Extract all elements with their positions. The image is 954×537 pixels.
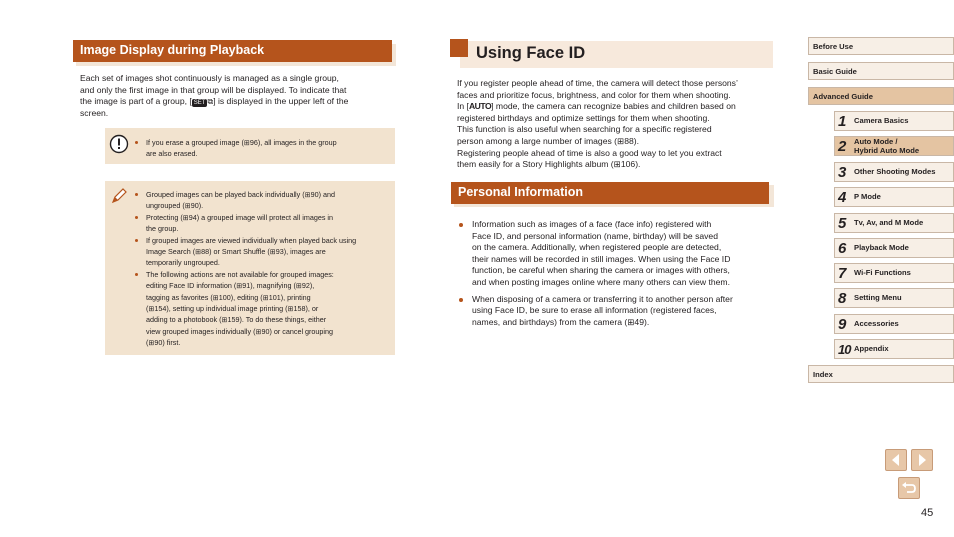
intro-line: them easily for a Story Highlights album (⊞106). — [457, 159, 641, 170]
chapter-number: 8 — [838, 290, 847, 307]
caution-item: If you erase a grouped image (⊞96), all images in the group are also erased. — [135, 137, 390, 160]
triangle-right-icon — [912, 450, 932, 470]
nav-chapter-5[interactable] — [834, 213, 954, 233]
intro-line: This function is also useful when searching for a specific registered — [457, 124, 712, 135]
chapter-number: 6 — [838, 240, 847, 257]
nav-chapter-1[interactable] — [834, 111, 954, 131]
page-number: 45 — [921, 507, 934, 519]
intro-paragraph — [80, 73, 400, 119]
chapter-label: Wi-Fi Functions — [854, 268, 911, 277]
intro-line: registered birthdays and optimize settings for them when shooting. — [457, 112, 710, 123]
personal-info-list — [458, 219, 778, 333]
chapter-number: 7 — [838, 265, 847, 282]
return-button[interactable] — [898, 477, 920, 499]
notes-box — [105, 181, 395, 355]
section-title-image-display: Image Display during Playback — [73, 40, 392, 62]
note-item: If grouped images are viewed individually when played back using Image Search (⊞88) or Smart Shuffle (⊞93), images are temporarily ungrouped. — [135, 235, 393, 269]
chapter-number: 2 — [838, 138, 847, 155]
nav-basic-guide[interactable]: Basic Guide — [808, 62, 954, 80]
intro-line: and only the first image in that group will be displayed. To indicate that — [80, 84, 347, 95]
list-item: When disposing of a camera or transferring it to another person after using Face ID, be sure to erase all information (registered faces, names, and birthdays) from the camera (⊞49). — [458, 294, 778, 329]
note-item: Grouped images can be played back individually (⊞90) and ungrouped (⊞90). — [135, 189, 393, 212]
list-item: Information such as images of a face (face info) registered with Face ID, and personal information (name, birthday) will be saved on the camera. Additionally, when registered people are detected, their names will be recorded in still images. When using the Face ID function, be careful when sharing the camera or images with others, and when posting images online where many others can view them. — [458, 219, 778, 289]
intro-line: In [AUTO] mode, the camera can recognize babies and children based on — [457, 101, 736, 112]
intro-line: faces and prioritize focus, brightness, and color for them when shooting. — [457, 89, 731, 100]
triangle-left-icon — [886, 450, 906, 470]
chapter-label: Other Shooting Modes — [854, 167, 936, 176]
chapter-label: Accessories — [854, 319, 899, 328]
next-page-button[interactable] — [911, 449, 933, 471]
chapter-number: 5 — [838, 215, 847, 232]
auto-mode-icon: AUTO — [468, 101, 492, 112]
pencil-icon — [109, 186, 129, 206]
nav-chapter-6[interactable] — [834, 238, 954, 258]
nav-advanced-guide[interactable]: Advanced Guide — [808, 87, 954, 105]
nav-chapter-2[interactable] — [834, 136, 954, 156]
nav-chapter-9[interactable] — [834, 314, 954, 334]
chapter-number: 10 — [838, 342, 851, 357]
nav-chapter-7[interactable] — [834, 263, 954, 283]
chapter-number: 1 — [838, 113, 847, 130]
chapter-label: Auto Mode / Hybrid Auto Mode — [854, 137, 920, 155]
intro-line: screen. — [80, 107, 109, 118]
chapter-label: P Mode — [854, 192, 881, 201]
chapter-number: 9 — [838, 316, 847, 333]
chapter-label: Tv, Av, and M Mode — [854, 218, 924, 227]
nav-index[interactable]: Index — [808, 365, 954, 383]
chapter-label: Appendix — [854, 344, 889, 353]
face-id-intro — [457, 78, 777, 171]
intro-line: person among a large number of images (⊞88). — [457, 135, 640, 146]
nav-before-use[interactable]: Before Use — [808, 37, 954, 55]
chapter-label: Setting Menu — [854, 293, 902, 302]
intro-line: Registering people ahead of time is also a good way to let you extract — [457, 147, 722, 158]
caution-icon — [109, 134, 129, 154]
intro-line: Each set of images shot continuously is managed as a single group, — [80, 73, 339, 83]
chapter-label: Playback Mode — [854, 243, 909, 252]
chapter-number: 4 — [838, 189, 847, 206]
set-group-icon: SET — [193, 100, 206, 107]
note-item: The following actions are not available for grouped images: editing Face ID information (⊞91), magnifying (⊞92), tagging as favorites (⊞100), editing (⊞101), printing (⊞154), setting up individual image printing (⊞158), or adding to a photobook (⊞159). To do these things, either view grouped images individually (⊞90) or cancel grouping (⊞90) first. — [135, 269, 393, 349]
intro-line: If you register people ahead of time, the camera will detect those persons’ — [457, 78, 738, 88]
nav-chapter-4[interactable] — [834, 187, 954, 207]
prev-page-button[interactable] — [885, 449, 907, 471]
note-item: Protecting (⊞94) a grouped image will protect all images in the group. — [135, 212, 393, 235]
chapter-number: 3 — [838, 164, 847, 181]
intro-line: the image is part of a group, [ SET ⧉] is displayed in the upper left of the — [80, 96, 349, 107]
page-title-marker — [450, 39, 468, 57]
nav-chapter-3[interactable] — [834, 162, 954, 182]
caution-box — [105, 128, 395, 164]
chapter-label: Camera Basics — [854, 116, 909, 125]
return-arrow-icon — [899, 478, 919, 498]
nav-chapter-10[interactable] — [834, 339, 954, 359]
page-title: Using Face ID — [476, 44, 586, 62]
subsection-title-personal-info: Personal Information — [451, 182, 769, 204]
nav-chapter-8[interactable] — [834, 288, 954, 308]
